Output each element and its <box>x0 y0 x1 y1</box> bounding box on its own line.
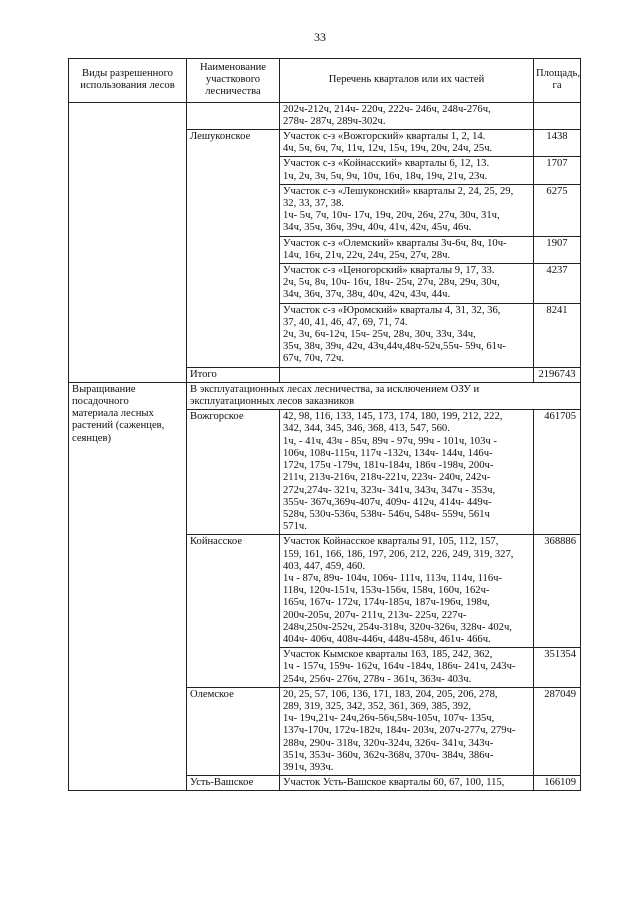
area-value: 1907 <box>534 236 581 263</box>
quarters-cell <box>280 264 534 304</box>
area-value: 6275 <box>534 184 581 236</box>
area-value: 166109 <box>534 776 581 791</box>
area-value: 1707 <box>534 157 581 184</box>
area-cell-empty <box>534 102 581 129</box>
quarters-line: 1ч - 157ч, 159ч- 162ч, 164ч -184ч, 186ч- 241ч, 243ч- <box>283 661 516 673</box>
forest-use-table <box>68 58 581 791</box>
quarters-line: 355ч- 367ч,369ч-407ч, 409ч- 412ч, 414ч- 449ч- <box>283 496 492 508</box>
forestry-name-koinasskoe: Койнасское <box>187 535 280 687</box>
quarters-line: 4ч, 5ч, 6ч, 7ч, 11ч, 12ч, 15ч, 19ч, 20ч, 24ч, 25ч. <box>283 143 493 155</box>
quarters-cell <box>280 648 534 688</box>
table-header-row <box>69 59 581 103</box>
quarters-line: 272ч,274ч- 321ч, 323ч- 341ч, 343ч, 347ч - 353ч, <box>283 484 496 496</box>
area-value: 368886 <box>534 535 581 648</box>
use-type-cell <box>69 382 187 791</box>
quarters-line: 528ч, 530ч-536ч, 538ч- 546ч, 548ч- 559ч, 561ч <box>283 508 490 520</box>
quarters-line: 159, 161, 166, 186, 197, 206, 212, 226, 249, 319, 327, <box>283 548 514 560</box>
table-row <box>69 102 581 129</box>
quarters-line: 20, 25, 57, 106, 136, 171, 183, 204, 205, 206, 278, <box>283 688 498 700</box>
quarters-line: Участок с-з «Вожгорский» кварталы 1, 2, 14. <box>283 131 486 143</box>
quarters-line: 1ч, 2ч, 3ч, 5ч, 9ч, 10ч, 16ч, 18ч, 19ч, 21ч, 23ч. <box>283 170 488 182</box>
use-type-line: посадочного <box>72 396 129 408</box>
use-type-line: Выращивание <box>72 383 136 395</box>
quarters-line: Участок с-з «Койнасский» кварталы 6, 12, 13. <box>283 158 490 170</box>
section-intro <box>187 382 581 409</box>
intro-line: эксплуатационных лесов заказников <box>190 396 355 408</box>
quarters-line: Участок Усть-Вашское кварталы 60, 67, 100, 115, <box>283 777 505 789</box>
quarters-cell <box>280 184 534 236</box>
forestry-name-olemskoe: Олемское <box>187 687 280 775</box>
quarters-line: 254ч, 256ч- 276ч, 278ч - 361ч, 363ч- 403ч. <box>283 673 472 685</box>
quarters-line: 14ч, 16ч, 21ч, 22ч, 24ч, 25ч, 27ч, 28ч. <box>283 249 451 261</box>
quarters-line: 391ч, 393ч. <box>283 761 334 773</box>
quarters-line: 37, 40, 41, 46, 47, 69, 71, 74. <box>283 316 408 328</box>
quarters-line: 342, 344, 345, 346, 368, 413, 547, 560. <box>283 423 450 435</box>
quarters-cell <box>280 776 534 791</box>
forestry-name-vozhgorskoe: Вожгорское <box>187 410 280 535</box>
forestry-name-ust-vashskoe: Усть-Вашское <box>187 776 280 791</box>
quarters-line: 211ч, 213ч-216ч, 218ч-221ч, 223ч- 240ч, 242ч- <box>283 472 491 484</box>
quarters-line: 351ч, 353ч- 360ч, 362ч-368ч, 370ч- 384ч, 386ч- <box>283 749 494 761</box>
quarters-cell <box>280 410 534 535</box>
header-forestry-name: Наименование участкового лесничества <box>187 59 280 103</box>
quarters-cell <box>280 236 534 263</box>
quarters-cell <box>280 157 534 184</box>
quarters-line: 32, 33, 37, 38. <box>283 198 344 210</box>
area-value: 287049 <box>534 687 581 775</box>
quarters-line: Участок с-з «Юромский» кварталы 4, 31, 32, 36, <box>283 304 501 316</box>
quarters-line: 106ч, 108ч-115ч, 117ч -132ч, 134ч- 144ч, 146ч- <box>283 447 493 459</box>
use-type-line: сеянцев) <box>72 432 111 444</box>
quarters-line: 34ч, 36ч, 37ч, 38ч, 40ч, 42ч, 43ч, 44ч. <box>283 289 451 301</box>
quarters-line: 2ч, 3ч, 6ч-12ч, 15ч- 25ч, 28ч, 30ч, 33ч, 34ч, <box>283 329 476 341</box>
quarters-line: 42, 98, 116, 133, 145, 173, 174, 180, 199, 212, 222, <box>283 411 503 423</box>
area-value: 461705 <box>534 410 581 535</box>
quarters-line: 165ч, 167ч- 172ч, 174ч-185ч, 187ч-196ч, 198ч, <box>283 597 490 609</box>
area-value: 8241 <box>534 303 581 367</box>
quarters-cell <box>280 102 534 129</box>
quarters-line: 118ч, 120ч-151ч, 153ч-156ч, 158ч, 160ч, 162ч- <box>283 585 490 597</box>
quarters-line: 404ч- 406ч, 408ч-446ч, 448ч-458ч, 461ч- 466ч. <box>283 633 491 645</box>
table-row <box>69 382 581 409</box>
use-type-line: материала лесных <box>72 408 154 420</box>
total-quarters-empty <box>280 367 534 382</box>
quarters-line: 202ч-212ч, 214ч- 220ч, 222ч- 246ч, 248ч-276ч, <box>283 103 491 115</box>
area-value: 351354 <box>534 648 581 688</box>
quarters-line: 137ч-170ч, 172ч-182ч, 184ч- 203ч, 207ч-277ч, 279ч- <box>283 725 516 737</box>
quarters-line: 288ч, 290ч- 318ч, 320ч-324ч, 326ч- 341ч, 343ч- <box>283 737 494 749</box>
quarters-line: 1ч - 87ч, 89ч- 104ч, 106ч- 111ч, 113ч, 114ч, 116ч- <box>283 572 503 584</box>
quarters-line: 1ч- 5ч, 7ч, 10ч- 17ч, 19ч, 20ч, 26ч, 27ч, 30ч, 31ч, <box>283 210 500 222</box>
quarters-cell <box>280 303 534 367</box>
quarters-line: Участок с-з «Лешуконский» кварталы 2, 24, 25, 29, <box>283 185 514 197</box>
quarters-line: 1ч- 19ч,21ч- 24ч,26ч-56ч,58ч-105ч, 107ч- 135ч, <box>283 713 495 725</box>
quarters-line: 35ч, 38ч, 39ч, 42ч, 43ч,44ч,48ч-52ч,55ч- 59ч, 61ч- <box>283 341 506 353</box>
quarters-line: 1ч, - 41ч, 43ч - 85ч, 89ч - 97ч, 99ч - 101ч, 103ч - <box>283 435 497 447</box>
quarters-line: 278ч- 287ч, 289ч-302ч. <box>283 115 386 127</box>
quarters-line: 34ч, 35ч, 36ч, 39ч, 40ч, 41ч, 42ч, 45ч, 46ч. <box>283 222 472 234</box>
header-quarters-list: Перечень кварталов или их частей <box>280 59 534 103</box>
header-area: Площадь, га <box>534 59 581 103</box>
quarters-line: 289, 319, 325, 342, 352, 361, 369, 385, 392, <box>283 700 472 712</box>
quarters-line: 571ч. <box>283 521 307 533</box>
use-type-line: растений (саженцев, <box>72 420 165 432</box>
area-value: 4237 <box>534 264 581 304</box>
quarters-line: Участок Койнасское кварталы 91, 105, 112, 157, <box>283 536 499 548</box>
quarters-line: 200ч-205ч, 207ч- 211ч, 213ч- 225ч, 227ч- <box>283 609 467 621</box>
forestry-name-leshukonskoe: Лешуконское <box>187 130 280 368</box>
quarters-line: 67ч, 70ч, 72ч. <box>283 353 345 365</box>
page-number: 33 <box>314 30 326 44</box>
intro-line: В эксплуатационных лесах лесничества, за исключением ОЗУ и <box>190 383 480 395</box>
forestry-cell-empty <box>187 102 280 129</box>
quarters-cell <box>280 687 534 775</box>
quarters-line: Участок с-з «Ценогорский» кварталы 9, 17, 33. <box>283 265 495 277</box>
total-label: Итого <box>187 367 280 382</box>
use-type-cell-empty <box>69 102 187 382</box>
quarters-cell <box>280 535 534 648</box>
area-value: 1438 <box>534 130 581 157</box>
quarters-cell <box>280 130 534 157</box>
quarters-line: Участок с-з «Олемский» кварталы 3ч-6ч, 8ч, 10ч- <box>283 237 507 249</box>
quarters-line: 2ч, 5ч, 8ч, 10ч- 16ч, 18ч- 25ч, 27ч, 28ч, 29ч, 30ч, <box>283 277 500 289</box>
quarters-line: Участок Кымское кварталы 163, 185, 242, 362, <box>283 649 493 661</box>
total-value: 2196743 <box>534 367 581 382</box>
quarters-line: 172ч, 175ч -179ч, 181ч-184ч, 186ч -198ч, 200ч- <box>283 460 494 472</box>
quarters-line: 248ч,250ч-252ч, 254ч-318ч, 320ч-326ч, 328ч- 402ч, <box>283 621 512 633</box>
header-use-type: Виды разрешенного использования лесов <box>69 59 187 103</box>
quarters-line: 403, 447, 459, 460. <box>283 560 366 572</box>
